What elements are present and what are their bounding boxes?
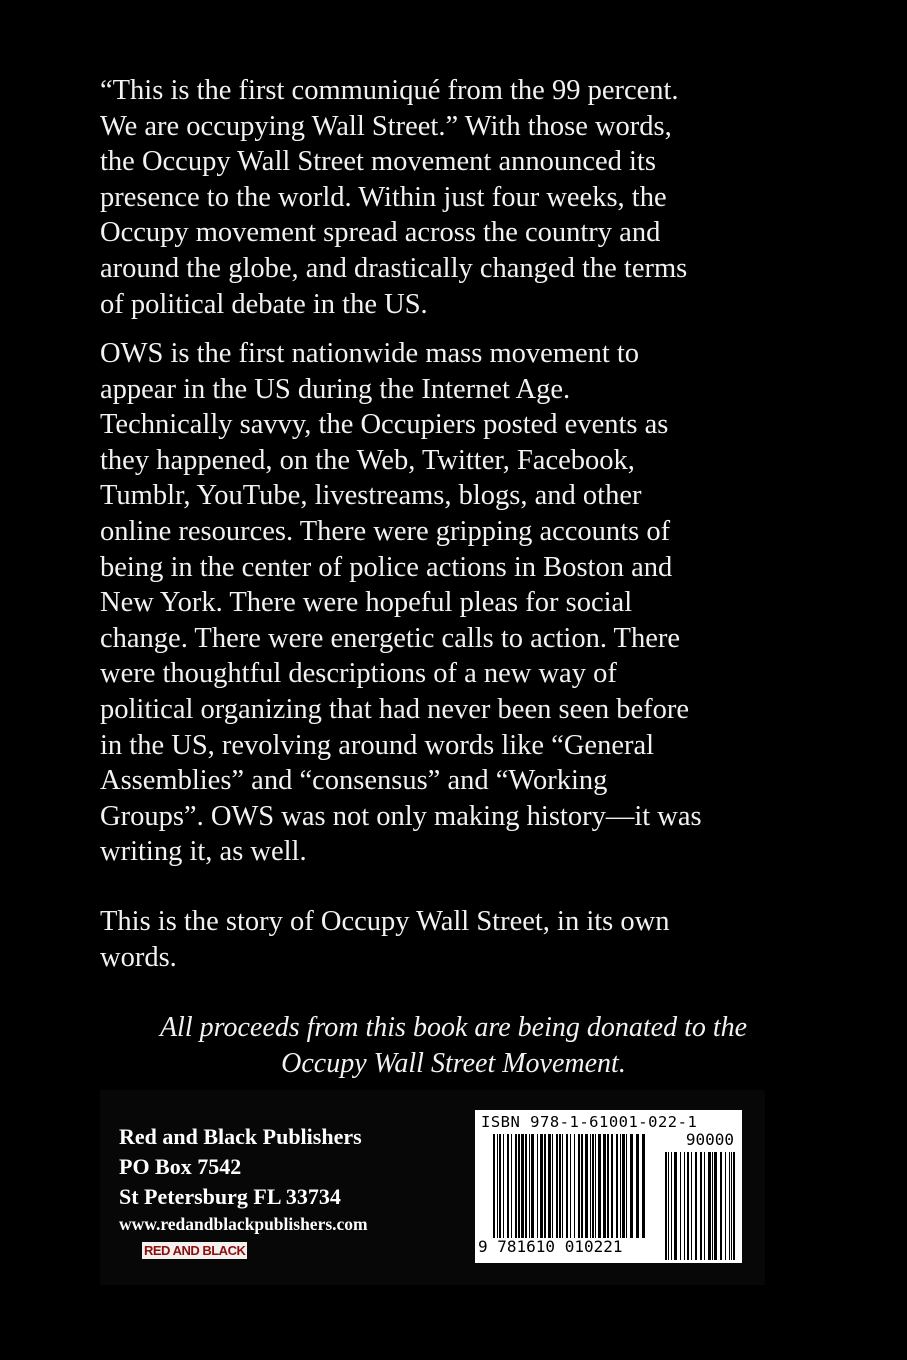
barcode-bar [626, 1134, 627, 1238]
barcode-bar [562, 1134, 563, 1238]
text-line: of political debate in the US. [100, 288, 428, 320]
text-line: in the US, revolving around words like “General [100, 729, 655, 761]
barcode-bar [708, 1152, 711, 1260]
publisher-city: St Petersburg FL 33734 [119, 1184, 341, 1209]
text-line: OWS is the first nationwide mass movement to [100, 338, 640, 369]
barcode-bar [642, 1134, 645, 1238]
text-line: Occupy movement spread across the country and [100, 217, 661, 249]
text-line: political organizing that had never been seen before [100, 693, 690, 725]
barcode-bar [620, 1134, 621, 1238]
barcode-bar [578, 1134, 580, 1238]
barcode-bar [511, 1134, 512, 1238]
barcode-bar [680, 1152, 681, 1260]
text-line: presence to the world. Within just four weeks, the [100, 181, 667, 213]
text-line: were thoughtful descriptions of a new way of [100, 658, 617, 690]
text-line: being in the center of police actions in Boston and [100, 551, 673, 583]
barcode-bar [515, 1134, 517, 1238]
barcode-bar [607, 1134, 609, 1238]
barcode-bar [566, 1134, 568, 1238]
barcode-bar [684, 1152, 685, 1260]
barcode-bar [725, 1152, 726, 1260]
barcode-bar [548, 1134, 551, 1238]
barcode-bar [529, 1134, 530, 1238]
barcode-bar [525, 1134, 527, 1238]
barcode-bar [499, 1134, 501, 1238]
barcode-bar [603, 1134, 606, 1238]
text-line: they happened, on the Web, Twitter, Facebook, [100, 444, 635, 476]
barcode-bar [556, 1134, 558, 1238]
text-line: Tumblr, YouTube, livestreams, blogs, and other [100, 480, 642, 512]
text-line: writing it, as well. [100, 836, 307, 868]
barcode-bar [595, 1134, 596, 1238]
barcode-bar [729, 1152, 730, 1260]
barcode-bar [700, 1152, 702, 1260]
barcode-bar [687, 1152, 689, 1260]
barcode-bar [733, 1152, 735, 1260]
barcode-bar [714, 1152, 717, 1260]
price-addon: 90000 [685, 1130, 734, 1149]
paragraph-intro [100, 73, 687, 322]
barcode-bar [720, 1152, 722, 1260]
barcode-bar [497, 1134, 498, 1238]
text-line: New York. There were hopeful pleas for social [100, 587, 633, 619]
publisher-url: www.redandblackpublishers.com [119, 1214, 368, 1234]
barcode-bar [691, 1152, 692, 1260]
text-line: the Occupy Wall Street movement announced its [100, 146, 656, 178]
barcode-bar [695, 1152, 697, 1260]
barcode-bar [622, 1134, 625, 1238]
text-line: appear in the US during the Internet Age. [100, 373, 571, 405]
barcode-bar [611, 1134, 613, 1238]
isbn-barcode [475, 1110, 742, 1263]
barcode-bar [531, 1134, 534, 1238]
text-line: change. There were energetic calls to action. There [100, 622, 681, 654]
text-line: around the globe, and drastically changed the terms [100, 252, 688, 284]
barcode-bar [570, 1134, 571, 1238]
barcode-bar [585, 1134, 588, 1238]
text-line: This is the story of Occupy Wall Street, in its own [100, 906, 670, 937]
paragraph-ows-internet [100, 336, 702, 870]
barcode-bar [552, 1134, 553, 1238]
publisher-logo: RED AND BLACK [144, 1243, 246, 1258]
barcode-bar [616, 1134, 618, 1238]
barcode-bar [544, 1134, 546, 1238]
text-line: Assemblies” and “consensus” and “Working [100, 765, 608, 797]
proceeds-note [0, 1010, 907, 1082]
barcode-bar [636, 1134, 639, 1238]
ean-digits: 9 781610 010221 [478, 1237, 623, 1256]
barcode-bar [712, 1152, 713, 1260]
note-line: All proceeds from this book are being donated to the [159, 1012, 748, 1043]
isbn-text: ISBN 978-1-61001-022-1 [481, 1113, 698, 1131]
barcode-bar [537, 1134, 538, 1238]
text-line: We are occupying Wall Street.” With those words, [100, 110, 672, 142]
barcode-bar [581, 1134, 583, 1238]
text-line: “This is the first communiqué from the 99 percent. [100, 75, 679, 106]
barcode-bar [674, 1152, 677, 1260]
publisher-name: Red and Black Publishers [119, 1124, 362, 1149]
barcode-bar [704, 1152, 705, 1260]
barcode-bar [671, 1152, 672, 1260]
barcode-bar [590, 1134, 591, 1238]
note-line: Occupy Wall Street Movement. [281, 1048, 626, 1079]
barcode-bar [592, 1134, 594, 1238]
barcode-bar [521, 1134, 524, 1238]
barcode-bar [493, 1134, 495, 1238]
text-line: Technically savvy, the Occupiers posted events as [100, 409, 669, 441]
publisher-po-box: PO Box 7542 [119, 1154, 242, 1179]
barcode-bar [503, 1134, 504, 1238]
barcode-bar [518, 1134, 520, 1238]
paragraph-story [100, 904, 670, 975]
barcode-bar [559, 1134, 561, 1238]
barcode-bar [574, 1134, 575, 1238]
barcode-bar [630, 1134, 633, 1238]
barcode-bar [598, 1134, 601, 1238]
barcode-bar [507, 1134, 509, 1238]
text-line: Groups”. OWS was not only making history—it was [100, 800, 702, 832]
barcode-bar [665, 1152, 667, 1260]
barcode-bar [668, 1152, 669, 1260]
barcode-bar [540, 1134, 543, 1238]
text-line: words. [100, 941, 177, 973]
text-line: online resources. There were gripping accounts of [100, 515, 671, 547]
barcode-bar [731, 1152, 732, 1260]
